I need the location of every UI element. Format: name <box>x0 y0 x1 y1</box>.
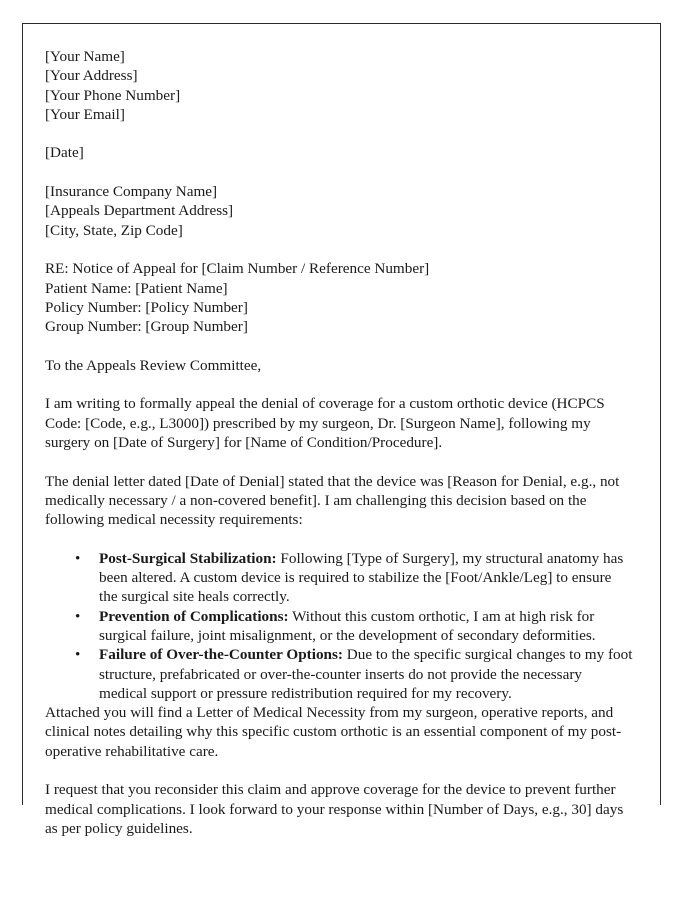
list-item <box>87 549 633 607</box>
group-number-line: Group Number: [Group Number] <box>45 318 248 336</box>
list-item <box>87 645 633 703</box>
body-paragraph-3-block <box>45 703 633 761</box>
recipient-department: [Appeals Department Address] <box>45 202 234 220</box>
body-paragraph-2-block <box>45 472 633 530</box>
list-item-lead: Post-Surgical Stabilization: <box>99 549 277 567</box>
body-paragraph-4: I request that you reconsider this claim and approve coverage for the device to prevent further medical complications. I look forward to your response within [Number of Days, e.g., 30] days as per policy guidelines. <box>45 781 624 837</box>
sender-email: [Your Email] <box>45 105 125 123</box>
reference-block <box>45 259 633 336</box>
list-item-text: Following [Type of Surgery], my structural anatomy has been altered. A custom device is required to stabilize the [Foot/Ankle/Leg] to ensure the surgical site heals correctly. <box>99 549 624 606</box>
policy-number-line: Policy Number: [Policy Number] <box>45 298 248 316</box>
date-block <box>45 143 633 162</box>
body-paragraph-4-block <box>45 780 633 838</box>
body-paragraph-1: I am writing to formally appeal the denial of coverage for a custom orthotic device (HCPCS Code: [Code, e.g., L3000]) prescribed by my surgeon, Dr. [Surgeon Name], following my surgery on [Date of Surgery] for [Name of Condition/Procedure]. <box>45 395 605 451</box>
recipient-address-block <box>45 182 633 240</box>
list-item-text: Due to the specific surgical changes to my foot structure, prefabricated or over-the-counter inserts do not provide the necessary medical support or pressure redistribution required for my recovery. <box>99 646 633 702</box>
letter-date: [Date] <box>45 144 84 162</box>
sender-address-block <box>45 47 633 124</box>
list-item-lead: Prevention of Complications: <box>99 607 289 625</box>
list-item-lead: Failure of Over-the-Counter Options: <box>99 646 343 664</box>
letter-document <box>45 47 633 838</box>
list-item-text: Without this custom orthotic, I am at high risk for surgical failure, joint misalignment, or the development of secondary deformities. <box>99 607 596 644</box>
body-paragraph-3: Attached you will find a Letter of Medical Necessity from my surgeon, operative reports, and clinical notes detailing why this specific custom orthotic is an essential component of my post-operative rehabilitative care. <box>45 704 622 760</box>
body-paragraph-2: The denial letter dated [Date of Denial] stated that the device was [Reason for Denial, e.g., not medically necessary / a non-covered benefit]. I am challenging this decision based on the following medical necessity requirements: <box>45 472 620 529</box>
sender-address: [Your Address] <box>45 67 138 85</box>
salutation-block <box>45 356 633 375</box>
salutation: To the Appeals Review Committee, <box>45 356 262 374</box>
list-item <box>87 607 633 646</box>
recipient-company: [Insurance Company Name] <box>45 183 218 201</box>
re-subject-line: RE: Notice of Appeal for [Claim Number / Reference Number] <box>45 260 430 278</box>
recipient-city-state-zip: [City, State, Zip Code] <box>45 221 183 239</box>
sender-phone: [Your Phone Number] <box>45 86 181 104</box>
medical-necessity-list <box>45 549 633 703</box>
sender-name: [Your Name] <box>45 48 125 65</box>
body-paragraph-1-block <box>45 394 633 452</box>
patient-name-line: Patient Name: [Patient Name] <box>45 279 228 297</box>
